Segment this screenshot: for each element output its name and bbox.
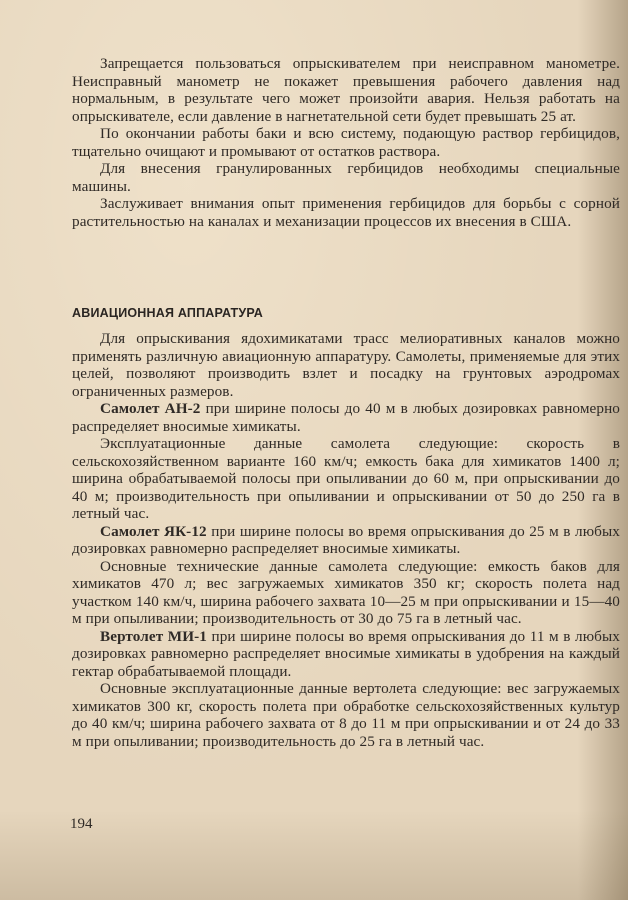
paragraph-mi1-specs: Основные эксплуатационные данные вертолета следующие: вес загружаемых химикатов 300 кг, скорость полета при обработке сельскохозяйственных культур до 40 км/ч; ширина рабочего захвата от 8 до 11 м при опрыскивании и от 24 до 33 м при опыливании; производительность до 25 га в летный час. — [72, 680, 620, 750]
top-text-block — [72, 55, 620, 230]
paragraph-manometer: Запрещается пользоваться опрыскивателем при неисправном манометре. Неисправный манометр не покажет превышения рабочего давления над нормальным, в результате чего может произойти авария. Нельзя работать на опрыскивателе, если давление в нагнетательной сети будет превышать 25 ат. — [72, 55, 620, 125]
paragraph-cleaning: По окончании работы баки и всю систему, подающую раствор гербицидов, тщательно очищают и промывают от остатков раствора. — [72, 125, 620, 160]
aircraft-name-yak12: Самолет ЯК-12 — [100, 522, 207, 540]
paragraph-an2 — [72, 400, 620, 435]
paragraph-aviation-intro: Для опрыскивания ядохимикатами трасс мелиоративных каналов можно применять различную авиационную аппаратуру. Самолеты, применяемые для этих целей, позволяют производить взлет и посадку на грунтовых аэродромах ограниченных размеров. — [72, 330, 620, 400]
paragraph-granulated: Для внесения гранулированных гербицидов необходимы специальные машины. — [72, 160, 620, 195]
paragraph-mi1 — [72, 628, 620, 681]
paragraph-yak12-specs: Основные технические данные самолета следующие: емкость баков для химикатов 470 л; вес загружаемых химикатов 350 кг; скорость полета над участком 140 км/ч, ширина рабочего захвата 10—25 м при опрыскивании и 15—40 м при опыливании; производительность от 30 до 75 га в летный час. — [72, 557, 620, 627]
paragraph-an2-specs: Эксплуатационные данные самолета следующие: скорость в сельскохозяйственном варианте 160 км/ч; емкость бака для химикатов 1400 л; ширина обрабатываемой полосы при опыливании до 60 м, при опрыскивании до 40 м; производительность при опыливании и опрыскивании от 50 до 250 га в летный час. — [72, 435, 620, 522]
aircraft-desc-mi1: при ширине полосы во время опрыскивания до 11 м в любых дозировках равномерно распределяет вносимые химикаты в удобрения на каждый гектар обрабатываемой площади. — [72, 627, 620, 680]
aircraft-desc-an2: при ширине полосы до 40 м в любых дозировках равномерно распределяет вносимые химикаты. — [72, 400, 620, 435]
paragraph-yak12 — [72, 523, 620, 558]
aviation-text-block — [72, 330, 620, 750]
aircraft-name-an2: Самолет АН-2 — [100, 400, 201, 417]
aircraft-name-mi1: Вертолет МИ-1 — [100, 627, 207, 645]
paragraph-usa-experience: Заслуживает внимания опыт применения гербицидов для борьбы с сорной растительностью на каналах и механизации процессов их внесения в США. — [72, 195, 620, 230]
section-heading: АВИАЦИОННАЯ АППАРАТУРА — [72, 306, 264, 320]
aircraft-desc-yak12: при ширине полосы во время опрыскивания до 25 м в любых дозировках равномерно распределяет вносимые химикаты. — [72, 522, 620, 557]
page-number: 194 — [70, 816, 93, 832]
